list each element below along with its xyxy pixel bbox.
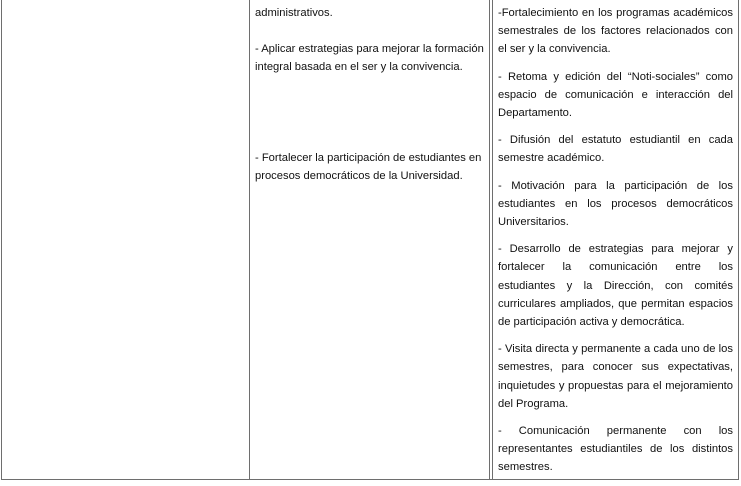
- action-item: - Comunicación permanente con los representantes estudiantiles de los distintos semestres.: [498, 425, 733, 474]
- spacer: [255, 22, 485, 40]
- action-item: - Difusión del estatuto estudiantil en cada semestre académico.: [498, 134, 733, 165]
- action-item: - Visita directa y permanente a cada uno de los semestres, para conocer sus expectativas, inquietudes y propuestas para el mejoramiento del Programa.: [498, 343, 733, 410]
- table-column-actions: [493, 0, 738, 479]
- spacer: [255, 77, 485, 149]
- action-item: - Retoma y edición del “Noti-sociales” como espacio de comunicación e interacción del Departamento.: [498, 70, 733, 120]
- objective-item: - Aplicar estrategias para mejorar la formación integral basada en el ser y la convivencia.: [255, 43, 484, 74]
- objective-item: - Fortalecer la participación de estudiantes en procesos democráticos de la Universidad.: [255, 151, 482, 182]
- action-item: -Fortalecimiento en los programas académicos semestrales de los factores relacionados con el ser y la convivencia.: [498, 7, 733, 56]
- objective-text-continuation: administrativos.: [255, 7, 333, 19]
- action-item: - Motivación para la participación de los estudiantes en los procesos democráticos Universitarios.: [498, 179, 733, 229]
- action-item: - Desarrollo de estrategias para mejorar y fortalecer la comunicación entre los estudiantes y la Dirección, con comités curriculares ampliados, que permitan espacios de participación activa y democrática.: [498, 243, 733, 329]
- document-table: [1, 0, 739, 480]
- table-column-empty: [2, 0, 250, 479]
- table-column-objectives: [250, 0, 490, 479]
